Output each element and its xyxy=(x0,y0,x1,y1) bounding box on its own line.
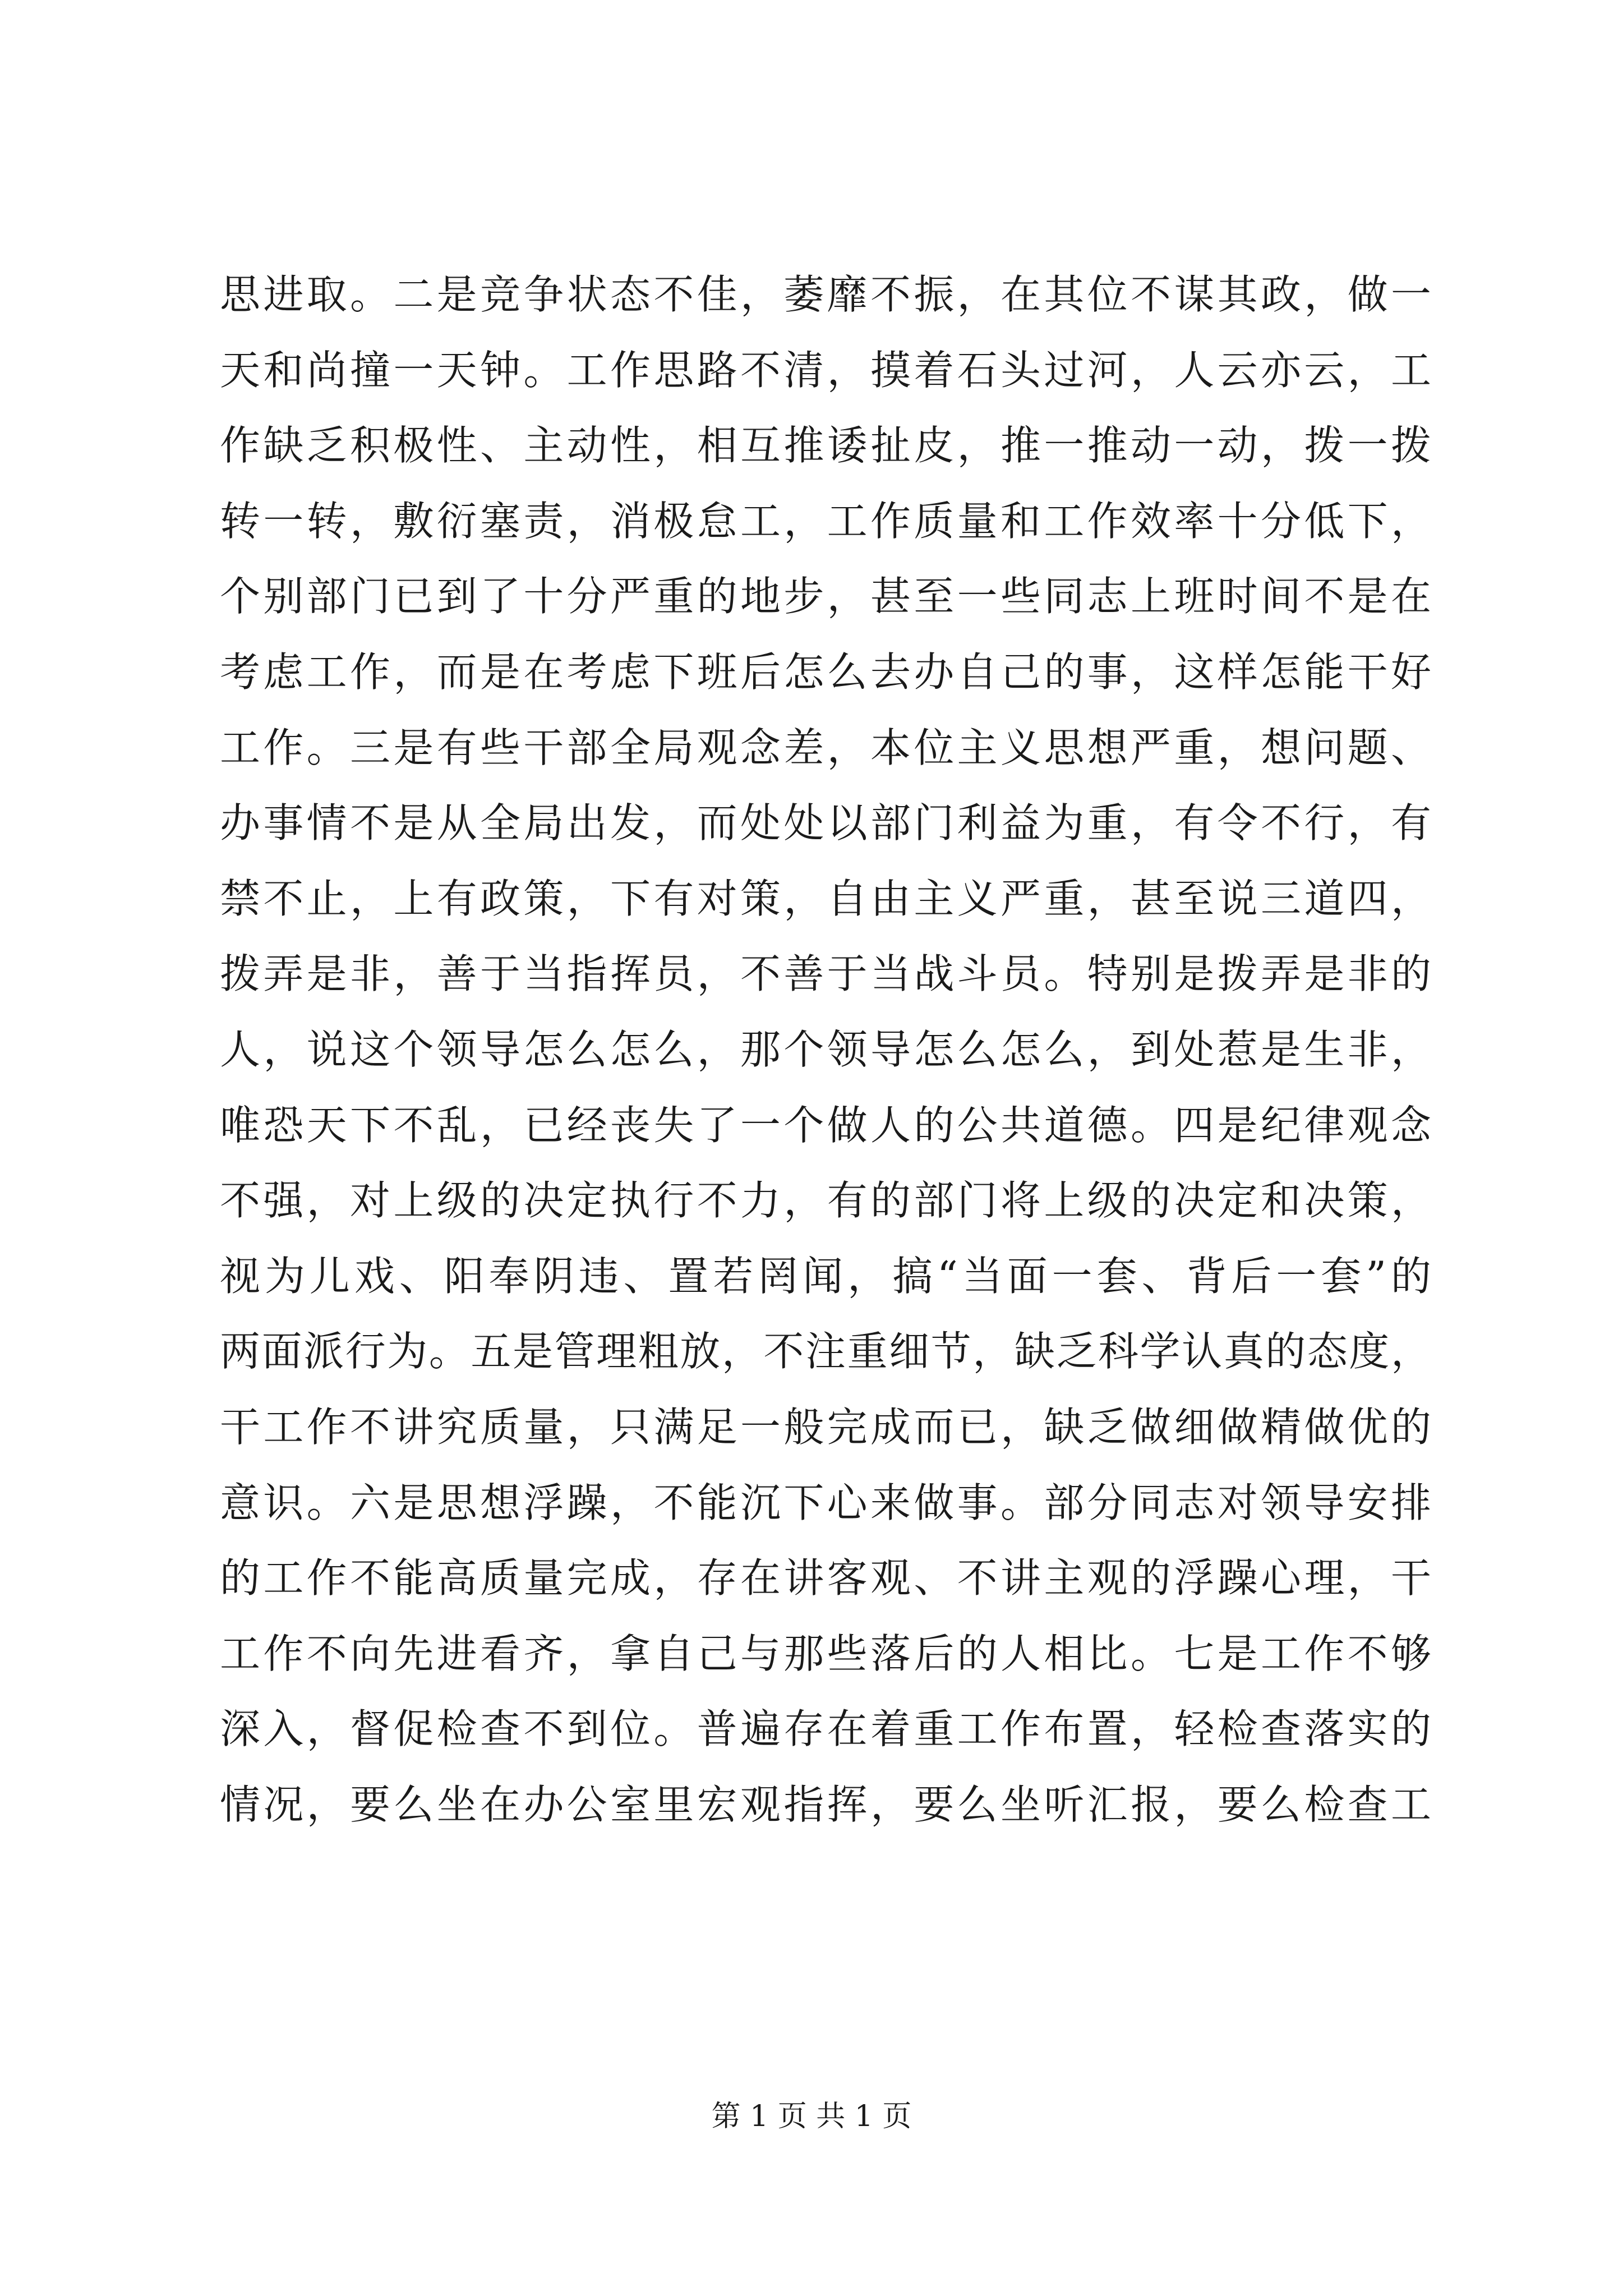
text-line: 工作。三是有些干部全局观念差，本位主义思想严重，想问题、 xyxy=(220,724,1431,771)
text-line: 的工作不能高质量完成，存在讲客观、不讲主观的浮躁心理，干 xyxy=(220,1554,1431,1602)
text-line: 人，说这个领导怎么怎么，那个领导怎么怎么，到处惹是生非， xyxy=(220,1025,1431,1073)
text-line: 拨弄是非，善于当指挥员，不善于当战斗员。特别是拨弄是非的 xyxy=(220,950,1431,998)
text-line: 转一转，敷衍塞责，消极怠工，工作质量和工作效率十分低下， xyxy=(220,497,1431,545)
text-line: 作缺乏积极性、主动性，相互推诿扯皮，推一推动一动，拨一拨 xyxy=(220,422,1431,470)
text-line: 禁不止，上有政策，下有对策，自由主义严重，甚至说三道四， xyxy=(220,875,1431,922)
body-paragraph xyxy=(220,257,1431,1842)
text-line: 工作不向先进看齐，拿自己与那些落后的人相比。七是工作不够 xyxy=(220,1630,1431,1677)
text-line: 办事情不是从全局出发，而处处以部门利益为重，有令不行，有 xyxy=(220,799,1431,847)
text-line: 考虑工作，而是在考虑下班后怎么去办自己的事，这样怎能干好 xyxy=(220,648,1431,696)
text-line: 意识。六是思想浮躁，不能沉下心来做事。部分同志对领导安排 xyxy=(220,1479,1431,1526)
text-line: 干工作不讲究质量，只满足一般完成而已，缺乏做细做精做优的 xyxy=(220,1403,1431,1451)
text-line: 唯恐天下不乱，已经丧失了一个做人的公共道德。四是纪律观念 xyxy=(220,1101,1431,1149)
text-line: 天和尚撞一天钟。工作思路不清，摸着石头过河，人云亦云，工 xyxy=(220,346,1431,394)
text-line: 深入，督促检查不到位。普遍存在着重工作布置，轻检查落实的 xyxy=(220,1705,1431,1753)
text-line: 情况，要么坐在办公室里宏观指挥，要么坐听汇报，要么检查工 xyxy=(220,1780,1431,1828)
text-line: 思进取。二是竞争状态不佳，萎靡不振，在其位不谋其政，做一 xyxy=(220,271,1431,318)
text-line: 两面派行为。五是管理粗放，不注重细节，缺乏科学认真的态度， xyxy=(220,1328,1431,1375)
text-line: 视为儿戏、阳奉阴违、置若罔闻，搞“当面一套、背后一套”的 xyxy=(220,1252,1431,1300)
page-footer: 第 1 页 共 1 页 xyxy=(711,2100,912,2133)
text-line: 个别部门已到了十分严重的地步，甚至一些同志上班时间不是在 xyxy=(220,573,1431,620)
text-line: 不强，对上级的决定执行不力，有的部门将上级的决定和决策， xyxy=(220,1177,1431,1225)
